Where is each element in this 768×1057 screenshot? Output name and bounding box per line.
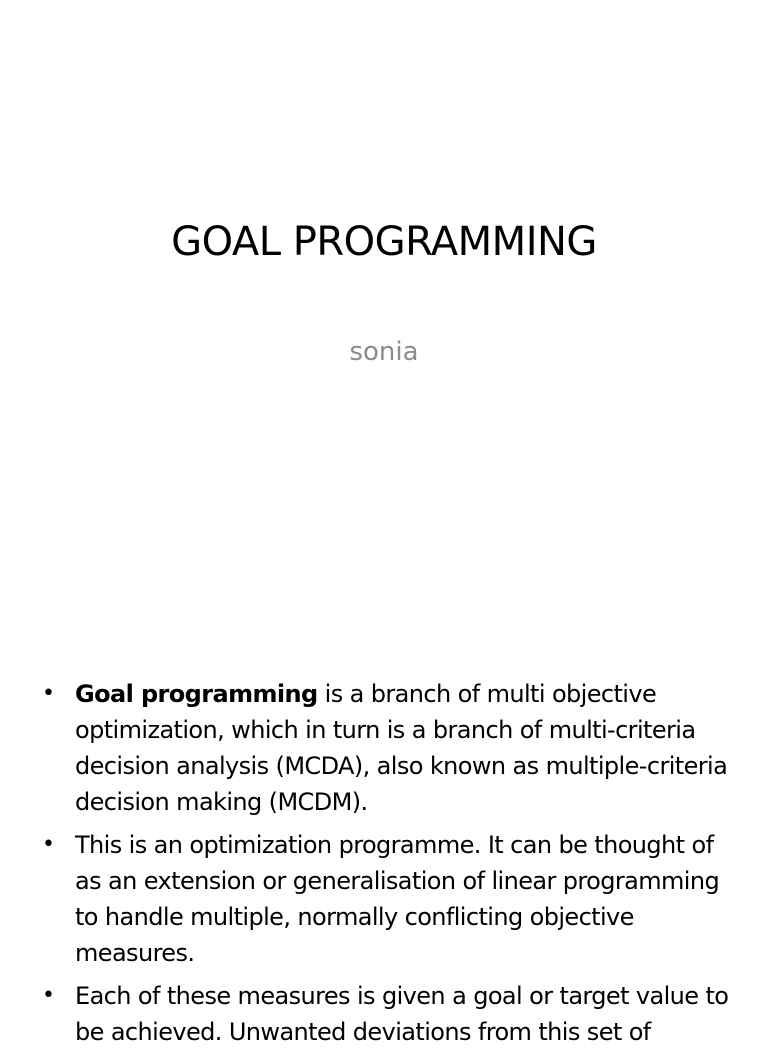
bullet-dot-icon: • (42, 681, 55, 706)
slide-title: GOAL PROGRAMMING (171, 219, 597, 265)
bullet-list (40, 676, 740, 1057)
bullet-bold-term: Goal programming (75, 680, 318, 708)
bullet-text: This is an optimization programme. It can be thought of as an extension or generalisation of linear programming to handle multiple, normally conflicting objective measures. (75, 831, 720, 967)
bullet-item (40, 676, 740, 820)
bullet-item (40, 827, 740, 971)
bullet-item (40, 978, 740, 1050)
bullet-dot-icon: • (42, 832, 55, 857)
bullet-dot-icon: • (42, 983, 55, 1008)
bullet-text: Each of these measures is given a goal or target value to be achieved. Unwanted deviations from this set of (75, 982, 729, 1046)
bullet-text: is a branch of multi objective optimization, which in turn is a branch of multi-criteria decision analysis (MCDA), also known as multiple-criteria decision making (MCDM). (75, 680, 728, 816)
slide-subtitle: sonia (349, 337, 419, 367)
